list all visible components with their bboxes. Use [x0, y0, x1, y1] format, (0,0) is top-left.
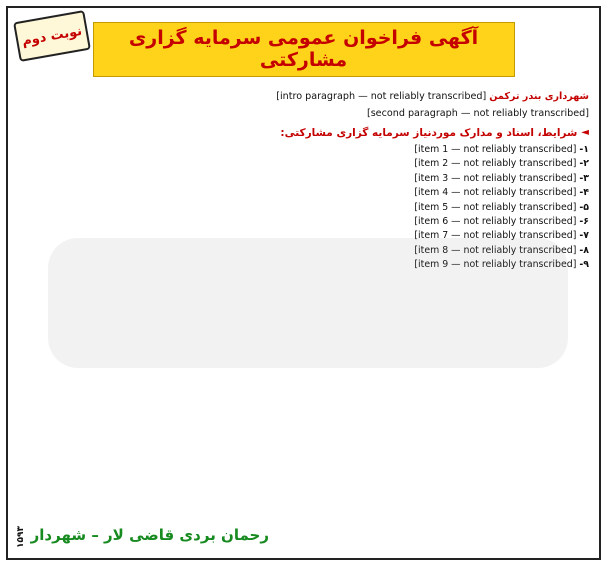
list-item-text: [item 9 — not reliably transcribed] — [414, 259, 577, 271]
list-item-number: ۵- — [579, 201, 589, 213]
list-item — [18, 244, 589, 258]
list-item-number: ۷- — [579, 230, 589, 242]
list-item-number: ۸- — [579, 244, 589, 256]
list-item-text: [item 4 — not reliably transcribed] — [414, 187, 577, 199]
intro-lead: شهرداری بندر ترکمن — [489, 91, 589, 102]
list-item — [18, 172, 589, 186]
list-item — [18, 157, 589, 171]
round-badge — [13, 10, 91, 62]
section-heading-text: شرایط، اسناد و مدارک موردنیاز سرمایه گزاری مشارکتی: — [280, 127, 578, 139]
second-paragraph — [18, 106, 589, 121]
notice-title-text: آگهی فراخوان عمومی سرمایه گزاری مشارکتی — [128, 27, 479, 71]
mayor-signature — [31, 526, 269, 544]
list-item — [18, 186, 589, 200]
list-item-text: [item 6 — not reliably transcribed] — [414, 216, 577, 228]
list-item-number: ۴- — [579, 187, 589, 199]
list-item-number: ۲- — [579, 158, 589, 170]
list-item-number: ۱- — [579, 144, 589, 155]
notice-title — [93, 22, 515, 77]
list-item-text: [item 2 — not reliably transcribed] — [414, 158, 577, 170]
intro-paragraph — [18, 89, 589, 104]
list-item-number: ۶- — [579, 216, 589, 228]
list-item — [18, 258, 589, 272]
round-badge-label: نوبت دوم — [20, 23, 84, 49]
arrow-left-icon: ◄ — [581, 127, 589, 138]
list-item — [18, 201, 589, 215]
ad-code — [16, 526, 26, 548]
conditions-list — [18, 143, 589, 273]
list-item-number: ۹- — [579, 259, 589, 271]
mayor-signature-text: رحمان بردی قاضی لار – شهردار — [30, 526, 269, 544]
list-item-text: [item 1 — not reliably transcribed] — [414, 144, 577, 155]
notice-sheet — [6, 6, 601, 560]
list-item-text: [item 7 — not reliably transcribed] — [414, 230, 577, 242]
list-item-text: [item 8 — not reliably transcribed] — [414, 244, 577, 256]
list-item-number: ۳- — [579, 172, 589, 184]
list-item — [18, 229, 589, 243]
list-item-text: [item 3 — not reliably transcribed] — [414, 172, 577, 184]
list-item — [18, 215, 589, 229]
ad-code-text: ۱۵۹۳ — [16, 526, 26, 548]
list-item — [18, 143, 589, 157]
section-heading — [18, 125, 589, 141]
list-item-text: [item 5 — not reliably transcribed] — [414, 201, 577, 213]
intro-text: [intro paragraph — not reliably transcribed] — [276, 91, 487, 102]
second-paragraph-text: [second paragraph — not reliably transcribed] — [366, 108, 589, 119]
